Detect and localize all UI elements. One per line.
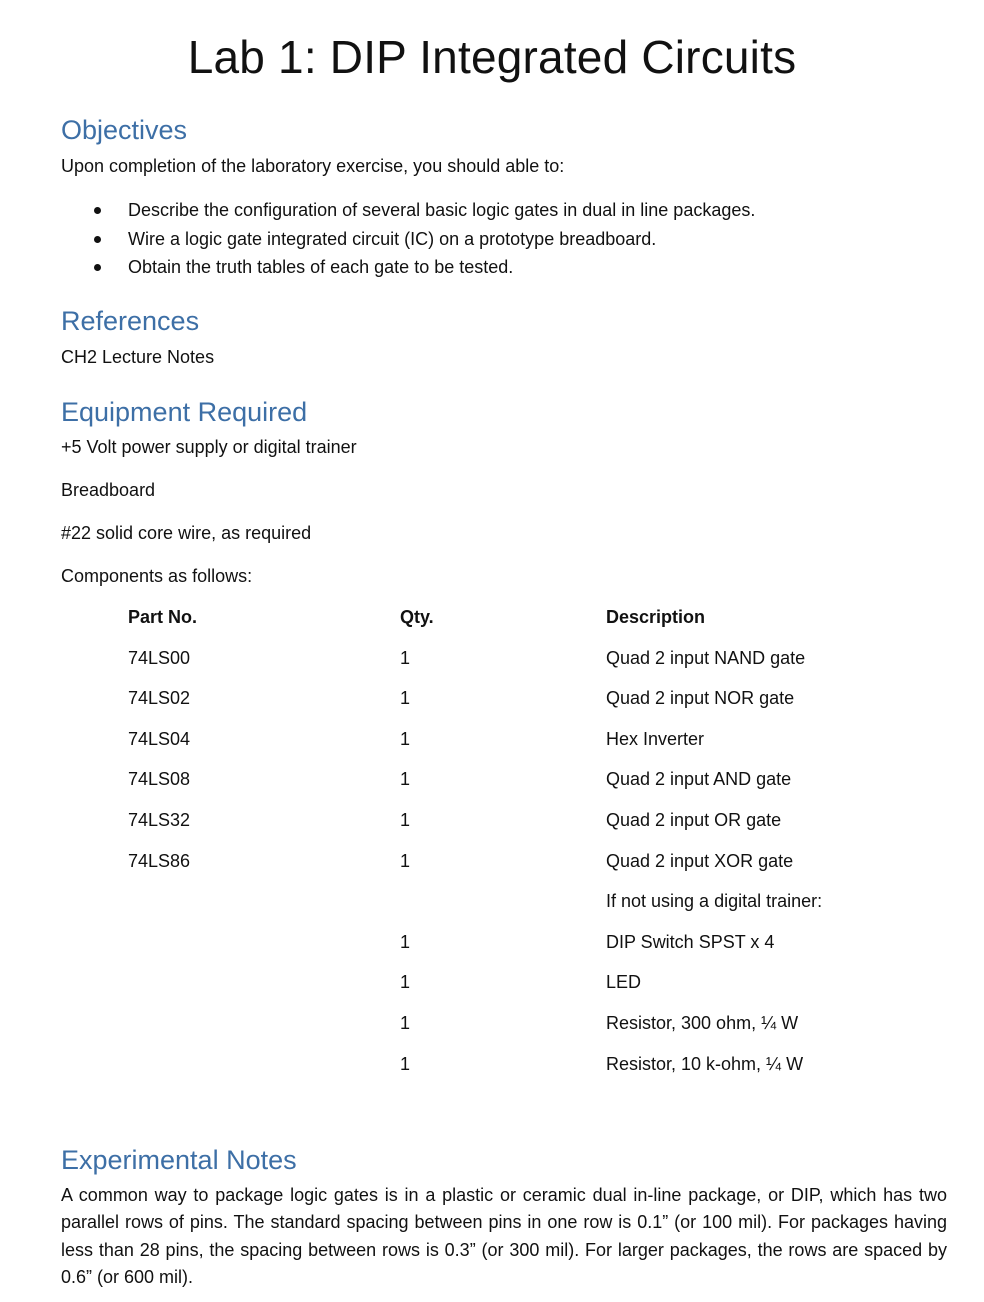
table-row <box>0 725 984 766</box>
description-cell: Quad 2 input NAND gate <box>606 647 806 668</box>
qty-cell: 1 <box>400 972 411 993</box>
page-title: Lab 1: DIP Integrated Circuits <box>187 31 797 83</box>
objectives-intro: Upon completion of the laboratory exercise, you should able to: <box>61 156 565 176</box>
objective-text: Wire a logic gate integrated circuit (IC) on a prototype breadboard. <box>128 228 657 249</box>
description-cell: Resistor, 300 ohm, ¼ W <box>606 1012 799 1033</box>
description-cell: Quad 2 input NOR gate <box>606 688 795 709</box>
qty-cell: 1 <box>400 931 411 952</box>
part-no-cell: 74LS02 <box>128 688 191 709</box>
column-header-part-no: Part No. <box>128 607 198 627</box>
table-row <box>0 644 984 685</box>
equipment-line: #22 solid core wire, as required <box>61 523 312 543</box>
table-row <box>0 1009 984 1050</box>
qty-cell: 1 <box>400 728 411 749</box>
description-cell: Quad 2 input XOR gate <box>606 850 794 871</box>
table-row <box>0 806 984 847</box>
description-cell: DIP Switch SPST x 4 <box>606 931 775 952</box>
objectives-heading: Objectives <box>61 115 188 145</box>
part-no-cell: 74LS32 <box>128 809 191 830</box>
table-row <box>0 928 984 969</box>
table-row <box>0 968 984 1009</box>
table-row <box>0 1050 984 1091</box>
description-cell: Quad 2 input OR gate <box>606 809 782 830</box>
table-row <box>0 765 984 806</box>
description-cell: Resistor, 10 k-ohm, ¼ W <box>606 1053 804 1074</box>
part-no-cell: 74LS08 <box>128 769 191 790</box>
equipment-line: Breadboard <box>61 480 156 500</box>
references-heading: References <box>61 306 200 336</box>
column-header-description: Description <box>606 607 706 627</box>
qty-cell: 1 <box>400 688 411 709</box>
part-no-cell: 74LS00 <box>128 647 191 668</box>
list-item <box>61 227 755 256</box>
qty-cell: 1 <box>400 769 411 790</box>
objective-text: Obtain the truth tables of each gate to be tested. <box>128 257 514 277</box>
equipment-heading: Equipment Required <box>61 397 308 427</box>
description-cell: LED <box>606 972 642 993</box>
description-cell: Hex Inverter <box>606 728 705 749</box>
qty-cell: 1 <box>400 647 411 668</box>
column-header-qty: Qty. <box>400 607 434 627</box>
components-table <box>0 603 984 1090</box>
part-no-cell: 74LS04 <box>128 728 191 749</box>
table-row <box>0 847 984 888</box>
equipment-line: +5 Volt power supply or digital trainer <box>61 437 357 457</box>
qty-cell: 1 <box>400 1012 411 1033</box>
objective-text: Describe the configuration of several basic logic gates in dual in line packages. <box>128 200 756 220</box>
qty-cell: 1 <box>400 850 411 871</box>
notes-paragraph: A common way to package logic gates is in a plastic or ceramic dual in-line package, or DIP, which has two parallel rows of pins. The standard spacing between pins in one row is 0.1” (or 100 mil). For packages having less than 28 pins, the spacing between rows is 0.3” (or 300 mil). For larger packages, the rows are spaced by 0.6” (or 600 mil). <box>61 1185 947 1287</box>
part-no-cell: 74LS86 <box>128 850 191 871</box>
objectives-list <box>61 198 755 284</box>
list-item <box>61 198 755 227</box>
table-row <box>0 684 984 725</box>
bullet-icon <box>94 264 101 271</box>
bullet-icon <box>94 236 101 243</box>
table-header-row <box>0 603 984 644</box>
qty-cell: 1 <box>400 809 411 830</box>
qty-cell: 1 <box>400 1053 411 1074</box>
notes-heading: Experimental Notes <box>61 1145 297 1175</box>
bullet-icon <box>94 207 101 214</box>
description-cell: If not using a digital trainer: <box>606 891 823 912</box>
references-text: CH2 Lecture Notes <box>61 347 215 367</box>
description-cell: Quad 2 input AND gate <box>606 769 792 790</box>
table-row <box>0 887 984 928</box>
equipment-line: Components as follows: <box>61 566 253 586</box>
list-item <box>61 255 755 284</box>
